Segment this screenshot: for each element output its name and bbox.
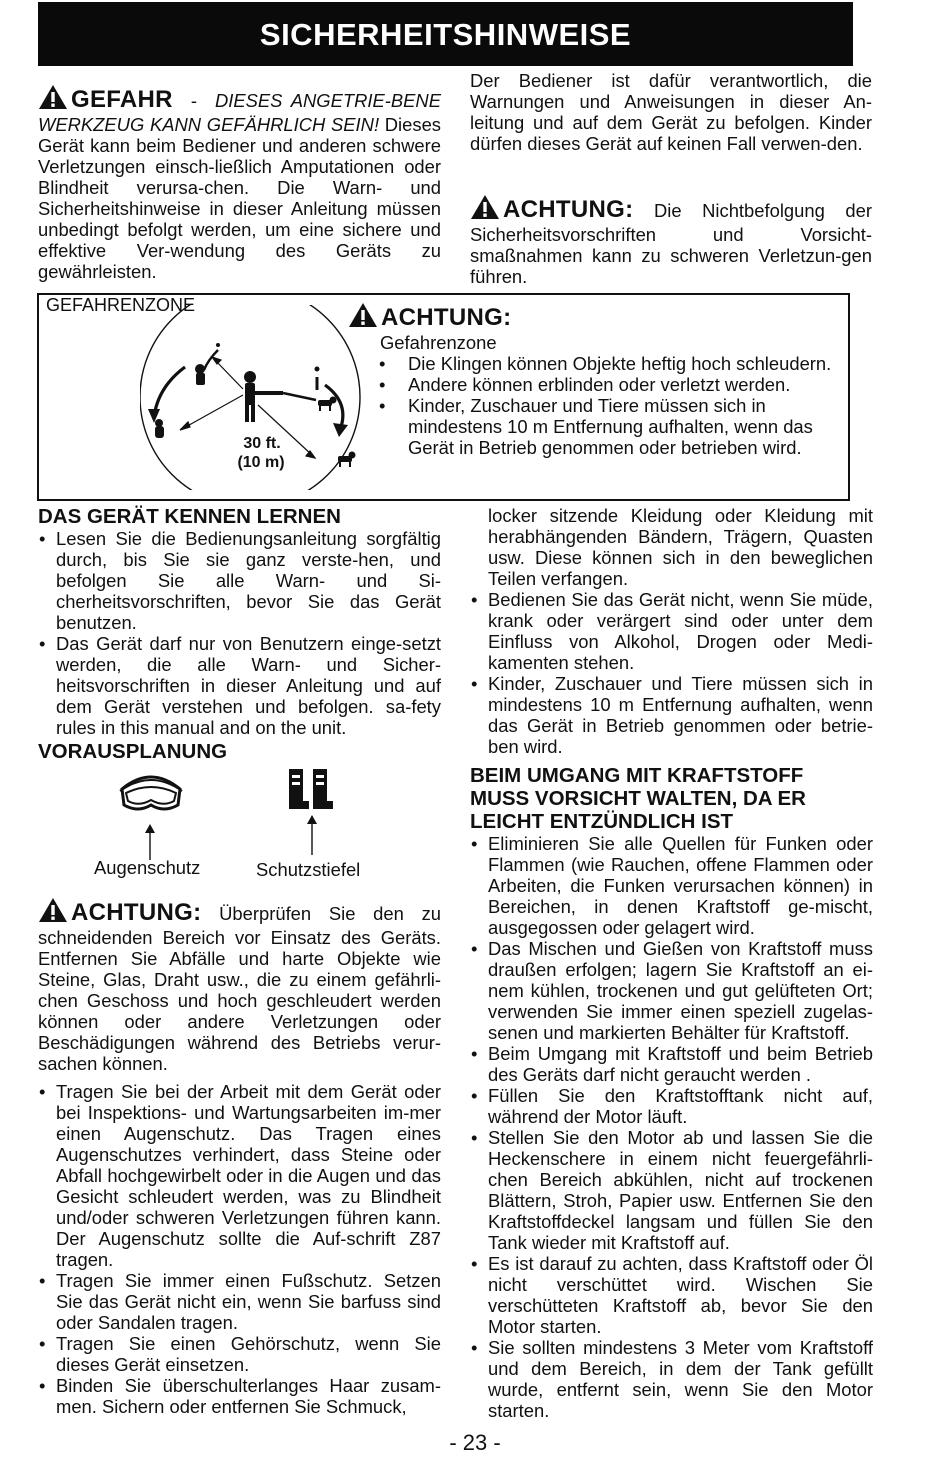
distance-m: (10 m): [237, 454, 285, 471]
danger-zone-diagram: [140, 305, 370, 490]
know-heading: DAS GERÄT KENNEN LERNEN: [38, 505, 341, 528]
danger-dash: -: [190, 90, 197, 111]
goggles-icon: [116, 767, 186, 817]
caution-word: ACHTUNG:: [503, 196, 634, 223]
warning-triangle-icon: [470, 194, 500, 224]
planning-caution-word: ACHTUNG:: [71, 899, 202, 926]
know-section: [38, 505, 441, 738]
warning-triangle-icon: [348, 302, 378, 332]
list-item: • Andere können erblinden oder verletzt werden.: [378, 374, 840, 395]
list-item: • Bedienen Sie das Gerät nicht, wenn Sie müde, krank oder verärgert sind oder unter dem Einfluss von Alkohol, Drogen oder Medi-kamenten stehen.: [470, 589, 873, 673]
danger-italic: DIESES ANGETRIE-BENE WERKZEUG KANN GEFÄHRLICH SEIN!: [38, 90, 441, 135]
list-item: • Tragen Sie einen Gehörschutz, wenn Sie dieses Gerät einsetzen.: [38, 1333, 441, 1375]
child-icon: [315, 367, 320, 391]
fuel-section: [470, 764, 873, 1421]
right-bullet-list: [470, 589, 873, 757]
list-item: • Sie sollten mindestens 3 Meter vom Kraftstoff und dem Bereich, in dem der Tank gefüllt wurde, entfernt sein, wenn Sie den Motor starten.: [470, 1337, 873, 1421]
caution-text: Die Nichtbefolgung der Sicherheitsvorschriften und Vorsicht-smaßnahmen kann zu schweren Verletzun-gen führen.: [470, 200, 872, 287]
boots-icon: [285, 767, 335, 811]
list-item: • Lesen Sie die Bedienungsanleitung sorgfältig durch, bis Sie sie ganz verste-hen, und befolgen Sie alle Warn- und Si-cherheitsvorschriften, bevor Sie das Gerät benutzen.: [38, 528, 441, 633]
danger-block: [38, 84, 441, 282]
arrow-up-icon: [306, 815, 318, 855]
warning-triangle-icon: [38, 897, 68, 927]
danger-word: GEFAHR: [71, 86, 173, 113]
planning-heading: VORAUSPLANUNG: [38, 740, 228, 763]
zone-bullet-list: [378, 353, 840, 458]
planning-bullet-list: [38, 1081, 441, 1417]
boot-protection-label: Schutzstiefel: [256, 859, 361, 880]
operator-text: Der Bediener ist dafür verantwortlich, die Warnungen und Anweisungen in dieser An-leitung und auf dem Gerät zu befolgen. Kinder dürfen dieses Gerät auf keinen Fall verwen-den.: [470, 70, 872, 154]
page-number: - 23 -: [449, 1430, 501, 1455]
zone-caution-word: ACHTUNG:: [381, 304, 512, 331]
know-bullet-list: [38, 528, 441, 738]
operator-figure-icon: [244, 371, 283, 422]
arrow-up-icon: [144, 824, 156, 860]
list-item: • Beim Umgang mit Kraftstoff und beim Betrieb des Geräts darf nicht geraucht werden .: [470, 1043, 873, 1085]
list-item: • Kinder, Zuschauer und Tiere müssen sich in mindestens 10 m Entfernung aufhalten, wenn das Gerät in Betrieb genommen oder betrie-ben wird.: [470, 673, 873, 757]
page-title: SICHERHEITSHINWEISE: [259, 17, 632, 52]
bystander-icon: [155, 364, 205, 438]
fuel-bullet-list: [470, 833, 873, 1421]
list-item: • Füllen Sie den Kraftstofftank nicht auf, während der Motor läuft.: [470, 1085, 873, 1127]
list-item: • Binden Sie überschulterlanges Haar zusam-men. Sichern oder entfernen Sie Schmuck,: [38, 1375, 441, 1417]
right-continuation: [470, 505, 873, 757]
fuel-heading: BEIM UMGANG MIT KRAFTSTOFF MUSS VORSICHT WALTEN, DA ER LEICHT ENTZÜNDLICH IST: [470, 764, 806, 833]
caution-block-top: [470, 194, 872, 287]
list-item: • Tragen Sie bei der Arbeit mit dem Gerät oder bei Inspektions- und Wartungsarbeiten im-mer einen Augenschutz. Das Tragen eines Augenschutzes verhindert, dass Steine oder Abfall hochgewirbelt oder in die Augen und das Gesicht schleudert werden, was zu Blindheit und/oder schweren Verletzungen führen kann. Der Augenschutz sollte die Auf-schrift Z87 tragen.: [38, 1081, 441, 1270]
list-item: • Die Klingen können Objekte heftig hoch schleudern.: [378, 353, 840, 374]
danger-text: Dieses Gerät kann beim Bediener und anderen schwere Verletzungen einsch-ließlich Amputationen oder Blindheit verursa-chen. Die Warn- und Sicherheitshinweise in dieser Anleitung müssen unbedingt befolgt werden, um eine sichere und effektive Ver-wendung des Geräts zu gewährleisten.: [38, 114, 441, 282]
page-title-banner: [38, 2, 853, 66]
list-item: • Eliminieren Sie alle Quellen für Funken oder Flammen (wie Rauchen, offene Flammen oder Arbeiten, die Funken verursachen können) in Bereichen, in denen Kraftstoff ge-mischt, ausgegossen oder gelagert wird.: [470, 833, 873, 938]
planning-caution-text: Überprüfen Sie den zu schneidenden Bereich vor Einsatz des Geräts. Entfernen Sie Abfälle und harte Objekte wie Steine, Glas, Draht usw., die zu einem gefährli-chen Geschoss und hoch geschleudert werden können oder andere Verletzungen oder Beschädigungen während des Betriebs verur-sachen können.: [38, 903, 441, 1074]
zone-subtitle: Gefahrenzone: [380, 332, 497, 353]
list-item: • Es ist darauf zu achten, dass Kraftstoff oder Öl nicht verschüttet wird. Wischen Sie verschütteten Kraftstoff ab, bevor Sie den Motor starten.: [470, 1253, 873, 1337]
list-item: • Stellen Sie den Motor ab und lassen Sie die Heckenschere in einem nicht feuergefährli-chen Bereich abkühlen, nicht auf trockenen Blättern, Stroh, Papier usw. Entfernen Sie den Kraftstoffdeckel langsam und füllen Sie den Tank wieder mit Kraftstoff auf.: [470, 1127, 873, 1253]
planning-bullets: [38, 1081, 441, 1417]
zone-caution: [350, 302, 840, 458]
planning-caution: [38, 897, 441, 1074]
list-item: • Kinder, Zuschauer und Tiere müssen sich in mindestens 10 m Entfernung aufhalten, wenn das Gerät in Betrieb genommen oder betrieben wird.: [378, 395, 840, 458]
list-item: • Das Mischen und Gießen von Kraftstoff muss draußen erfolgen; lagern Sie Kraftstoff an ei-nem kühlen, trockenen und gut gelüfteten Ort; verwenden Sie immer einen speziell zugelas-senen und markierten Behälter für Kraftstoff.: [470, 938, 873, 1043]
distance-ft: 30 ft.: [243, 435, 281, 452]
operator-paragraph: [470, 70, 872, 154]
continuation-text: locker sitzende Kleidung oder Kleidung mit herabhängenden Bändern, Trägern, Quasten usw. Diese können sich in den beweglichen Teilen verfangen.: [488, 505, 873, 589]
list-item: • Tragen Sie immer einen Fußschutz. Setzen Sie das Gerät nicht ein, wenn Sie barfuss sind oder Sandalen tragen.: [38, 1270, 441, 1333]
danger-zone-label: GEFAHRENZONE: [46, 295, 196, 315]
eye-protection-label: Augenschutz: [94, 857, 201, 878]
warning-triangle-icon: [38, 84, 68, 114]
list-item: • Das Gerät darf nur von Benutzern einge-setzt werden, die alle Warn- und Sicher-heitsvorschriften in dieser Anleitung und auf dem Gerät verstehen und befolgen. sa-fety rules in this manual and on the unit.: [38, 633, 441, 738]
